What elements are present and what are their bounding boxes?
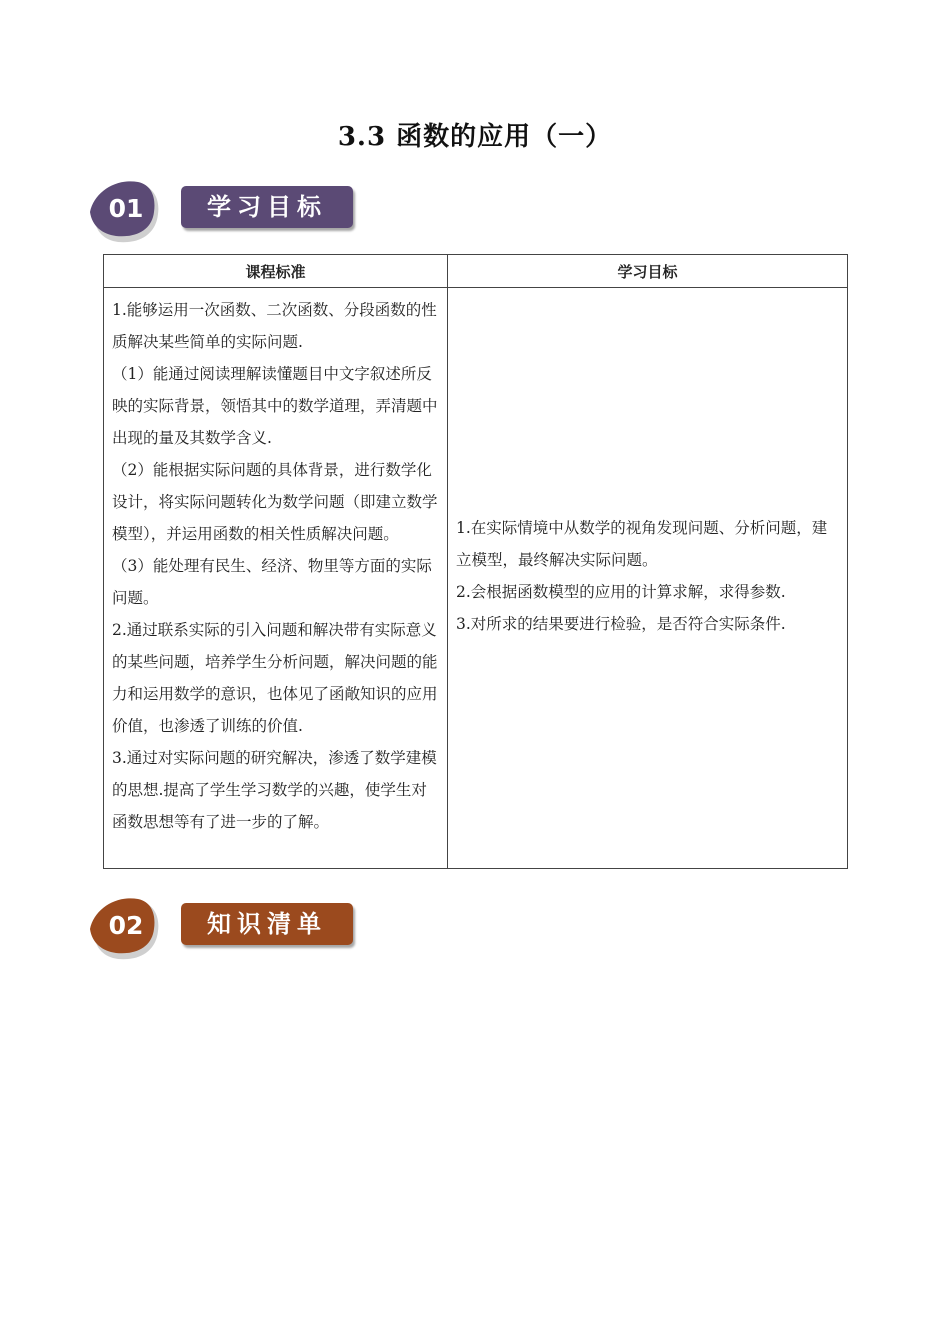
standard-item: 2.通过联系实际的引入问题和解决带有实际意义的某些问题，培养学生分析问题，解决问题的能力和运用数学的意识，也体见了函敞知识的应用价值，也渗透了训练的价值. (112, 621, 438, 735)
standard-item: （3）能处理有民生、经济、物里等方面的实际问题。 (112, 557, 432, 607)
curriculum-standards-cell (104, 288, 448, 869)
section-header-knowledge-list (88, 895, 368, 967)
goals-table (103, 254, 848, 869)
table-body-row (104, 288, 848, 869)
section-number: 02 (108, 911, 144, 940)
standard-item: （1）能通过阅读理解读懂题目中文字叙述所反映的实际背景，领悟其中的数学道理，弄清题中出现的量及其数学含义. (112, 365, 438, 447)
standard-item: 3.通过对实际问题的研究解决，渗透了数学建模的思想.提高了学生学习数学的兴趣，使学生对函数思想等有了进一步的了解。 (112, 749, 437, 831)
header-learning-goals: 学习目标 (448, 255, 848, 288)
table-header-row (104, 255, 848, 288)
learning-goals-cell (448, 288, 848, 869)
section-label-banner: 学习目标 (181, 186, 353, 228)
standard-item: 1.能够运用一次函数、二次函数、分段函数的性质解决某些简单的实际问题. (112, 301, 437, 351)
section-number: 01 (108, 194, 144, 223)
goal-item: 3.对所求的结果要进行检验，是否符合实际条件. (456, 615, 786, 633)
goal-item: 1.在实际情境中从数学的视角发现问题、分析问题，建立模型，最终解决实际问题。 (456, 519, 828, 569)
section-number-badge (88, 178, 160, 242)
page-title: 3.3 函数的应用（一） (337, 122, 613, 152)
standard-item: （2）能根据实际问题的具体背景，进行数学化设计，将实际问题转化为数学问题（即建立数学模型），并运用函数的相关性质解决问题。 (112, 461, 438, 543)
section-header-learning-goals (88, 178, 368, 250)
section-number-badge (88, 895, 160, 959)
header-curriculum-standard: 课程标准 (104, 255, 448, 288)
goal-item: 2.会根据函数模型的应用的计算求解，求得参数. (456, 583, 786, 601)
section-label-banner: 知识清单 (181, 903, 353, 945)
